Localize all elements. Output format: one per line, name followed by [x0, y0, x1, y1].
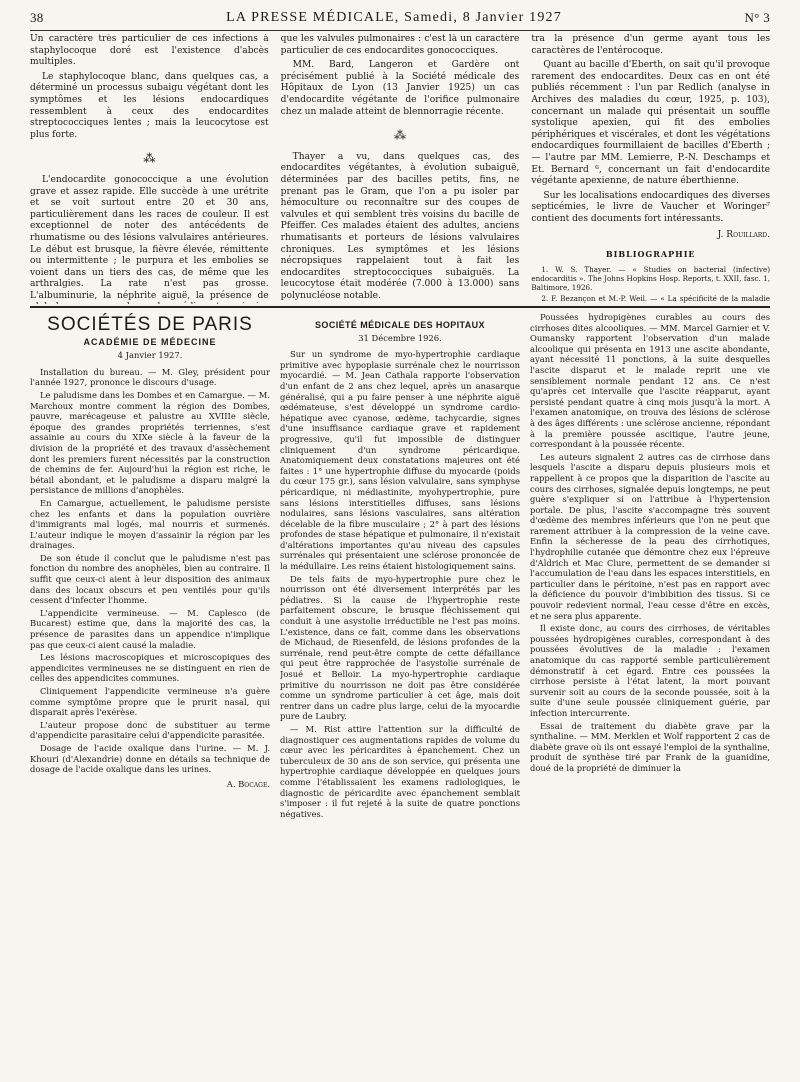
bibliography-title: BIBLIOGRAPHIE	[605, 249, 696, 260]
paragraph: Essai de traitement du diabète grave par la synthaline. — MM. Merklen et Wolf rapportent 2 cas de diabète grave où ils ont essayé l'emploi de la synthaline, produit de synthèse tiré par Frank de la guanidine, doué de la propriété de diminuer la	[530, 720, 770, 773]
top-column-2	[281, 34, 520, 304]
issue-number: N° 3	[744, 10, 770, 25]
paragraph: Installation du bureau. — M. Gley, président pour l'année 1927, prononce le discours d'usage.	[30, 366, 270, 388]
paragraph: Un caractère très particulier de ces infections à staphylocoque doré est l'existence d'abcès multiples.	[30, 34, 269, 68]
paragraph: Thayer a vu, dans quelques cas, des endocardites végétantes, à évolution subaiguë, déterminées par des bacilles petits, fins, ne prenant pas le Gram, que l'on a pu isoler par hémoculture ou reconnaître sur des coupes de valvules et qui semblent très voisins du bacille de Pfeiffer. Ces malades étaient des adultes, anciens rhumatisants et porteurs de lésions valvulaires chroniques. Les symptômes et les lésions nécropsiques rappelaient tout à fait les endocardites streptococciques subaiguës. La leucocytose était modérée (7.000 à 13.000) sans polynucléose notable.	[280, 151, 520, 301]
top-article	[30, 34, 770, 304]
bottom-column-2	[280, 312, 520, 1078]
top-column-1	[30, 34, 269, 304]
society-heading: SOCIÉTÉ MÉDICALE DES HOPITAUX	[315, 320, 485, 330]
paragraph: MM. Bard, Langeron et Gardère ont précisément publié à la Société médicale des Hôpitaux de Lyon (13 Janvier 1925) un cas d'endocardite végétante de l'orifice pulmonaire chez un malade atteint de blennorragie récente.	[280, 60, 520, 117]
bottom-column-3	[530, 312, 770, 1078]
paragraph: Le paludisme dans les Dombes et en Camargue. — M. Marchoux montre comment la région des Dombes, pauvre, marécageuse et palustre au XVIIIe siècle, époque des grandes propriétés terriennes, s'est assainie au cours du XIXe siècle à la faveur de la division de la propriété et des travaux d'assèchement dont les premiers furent nécessités par la construction de chemins de fer. Aujourd'hui la région est riche, le bétail abondant, et le paludisme a disparu malgré la persistance de millions d'anophèles.	[30, 389, 270, 496]
session-date: 4 Janvier 1927.	[117, 350, 183, 361]
paragraph: L'endocardite gonococcique a une évolution grave et assez rapide. Elle succède à une urétrite et se voit surtout entre 20 et 30 ans, particulièrement dans les races de couleur. Il est exceptionnel de noter des antécédents de rhumatisme ou des lésions valvulaires antérieures. Le début est brusque, la fièvre élevée, rémittente ou intermittente ; le purpura et les embolies se voient dans un tiers des cas, de même que les arthralgies. La rate n'est pas grosse. L'albuminurie, la néphrite aiguë, la présence de	[30, 174, 269, 301]
author-signature: A. Bocage.	[226, 778, 270, 789]
paragraph: L'appendicite vermineuse. — M. Caplesco (de Bucarest) estime que, dans la majorité des cas, la présence de parasites dans un appendice n'implique pas que ceux-ci aient causé la maladie.	[30, 607, 270, 650]
paragraph: Le staphylocoque blanc, dans quelques cas, a déterminé un processus subaigu végétant dont les symptômes et les lésions endocardiques ressemblent à ceux des endocardites streptococciques lentes ; mais la leucocytose est plus forte.	[30, 71, 269, 140]
societes-section	[30, 312, 770, 1078]
section-divider	[30, 306, 770, 308]
bib-entry: 2. F. Bezançon et M.-P. Weil. — « La spécificité de la maladie	[541, 293, 771, 303]
paragraph: Les lésions macroscopiques et microscopiques des appendicites vermineuses ne se distinguent en rien de celles des appendicites communes.	[30, 652, 270, 684]
paragraph: En Camargue, actuellement, le paludisme persiste chez les enfants et dans la population ouvrière d'immigrants mal logés, mal nourris et surmenés. L'auteur indique le moyen d'assainir la région par les drainages.	[30, 497, 270, 551]
paragraph: Sur les localisations endocardiques des diverses septicémies, le livre de Vaucher et Woringer⁷ contient des documents fort intéressants.	[531, 190, 771, 224]
author-signature: J. Rouillard.	[717, 229, 771, 240]
paragraph: Dosage de l'acide oxalique dans l'urine. — M. J. Khouri (d'Alexandrie) donne en détails sa technique de dosage de l'acide oxalique dans les urines.	[30, 742, 270, 775]
paragraph: Les auteurs signalent 2 autres cas de cirrhose dans lesquels l'ascite a disparu depuis plusieurs mois et rappellent à ce propos que la disparition de l'ascite au cours des cirrhoses, signalée depuis longtemps, ne peut guère s'expliquer si on l'attribue à l'hypertension portale. De plus, l'ascite s'accompagne très souvent d'œdème des membres inférieurs que l'on ne peut que rarement attribuer à la compression de la veine cave. Enfin la sécheresse de la peau des cirrhotiques, l'hydrophilie cutanée que démontre chez eux l'épreuve d'Aldrich et Mac Clure, permettent de se demander si l'accumulation de l'eau dans les espaces interstitiels, en particulier dans le péritoine, n'est pas en rapport avec la déficience du pouvoir d'imbibition des tissus. Si ce pouvoir redevient normal, l'eau cesse d'être en excès, et ne sera plus apparente.	[530, 451, 770, 621]
paragraph: tra la présence d'un germe ayant tous les caractères de l'entérocoque.	[531, 34, 771, 56]
asterism: ⁂	[394, 128, 406, 143]
bib-entry: 1. W. S. Thayer. — « Studies on bacterial (infective) endocarditis ». The Johns Hopkins Hosp. Reports, t. XXII, fasc. 1, Baltimore, 1926.	[531, 264, 771, 292]
top-column-3	[531, 34, 770, 304]
paragraph: Quant au bacille d'Eberth, on sait qu'il provoque rarement des endocardites. Deux cas en ont été publiés récemment : l'un par Redlich (analyse in Archives des maladies du cœur, 1925, p. 103), concernant un malade qui présentait un souffle systolique apexien, qui fit des embolies périphériques et viscérales, et dont les végétations endocardiques fourmillaient de bacilles d'Eberth ; — l'autre par MM. Lemierre, P.-N. Deschamps et Et. Bernard ⁶, concernant un fait d'endocardite végétante apexienne, de nature éberthienne.	[531, 60, 771, 187]
paragraph: Cliniquement l'appendicite vermineuse n'a guère comme symptôme propre que le prurit nasal, qui disparait après l'exérèse.	[30, 686, 270, 718]
bottom-column-1	[30, 312, 270, 1078]
paragraph: L'auteur propose donc de substituer au terme d'appendicite parasitaire celui d'appendicite parasitée.	[30, 719, 270, 741]
paragraph: Il existe donc, au cours des cirrhoses, de véritables poussées hydropigènes curables, correspondant à des poussées évolutives de la maladie : l'examen anatomique du cas rapporté semble particulièrement démonstratif à cet égard. Entre ces poussées la cirrhose persiste à l'état latent, la mort pouvant survenir soit au cours de la seconde poussée, soit à la suite d'une seule poussée cliniquement guérie, par infection intercurrente.	[530, 623, 770, 718]
academy-heading: ACADÉMIE DE MÉDECINE	[83, 336, 217, 347]
asterism: ⁂	[143, 151, 156, 166]
paragraph: que les valvules pulmonaires : c'est là un caractère particulier de ces endocardites gonococciques.	[280, 34, 520, 56]
paragraph: Sur un syndrome de myo-hypertrophie cardiaque primitive avec hypoplasie surrénale chez le nourrisson myocardié. — M. Jean Cathala rapporte l'observation d'un enfant de 2 ans chez lequel, après un anasarque généralisé, qui a pu faire penser à une néphrite aiguë œdémateuse, s'est développé un syndrome cardio-hépatique avec cyanose, œdème, tachycardie, signes d'une insuffisance cardiaque grave et rapidement progressive, qu'il fut impossible de distinguer cliniquement d'un syndrome péricardique. Anatomiquement deux constatations majeures ont été faites : 1° une hypertrophie diffuse du myocarde (poids du cœur 175 gr.), sans lésion valvulaire, sans symphyse péricardique, ni médiastinite, myohypertrophie, pure sans lésions interstitielles diffuses, sans lésions nodulaires, sans lésions vasculaires, sans altération décelable de la fibre musculaire ; 2° à part des lésions profondes de stase hépatique et pulmonaire, il n'existait d'altérations importantes qu'au niveau des capsules surrénales qui présentaient une sclérose prononcée de la médullaire. Les reins étaient histologiquement sains.	[280, 349, 520, 572]
paragraph: De tels faits de myo-hypertrophie pure chez le nourrisson ont été diversement interprétés par les pédiatres. Si la cause de l'hypertrophie reste parfaitement obscure, le brusque fléchissement qui conduit à une asystolie irréductible ne l'est pas moins. L'existence, dans ce fait, comme dans les observations de Michaud, de Riesenfeld, de lésions profondes de la surrénale, rend peut-être compte de cette défaillance qui peut être rapprochée de l'asystolie surrénale de Josué et Belloir. La myo-hypertrophie cardiaque primitive du nourrisson ne doit pas être considérée comme un syndrome particulier à cet âge, mais doit rentrer dans un cadre plus large, celui de la myocardie pure de Laubry.	[280, 573, 520, 722]
bibliography	[531, 265, 770, 304]
paragraph: De son étude il conclut que le paludisme n'est pas fonction du nombre des anophèles, bien au contraire. Il suffit que ceux-ci aient à leur disposition des animaux dans des locaux obscurs et peu ventilés pour qu'ils cessent d'infecter l'homme.	[30, 552, 270, 606]
section-title: SOCIÉTÉS DE PARIS	[47, 314, 253, 335]
paragraph: — M. Rist attire l'attention sur la difficulté de diagnostiquer ces augmentations rapides de volume du cœur avec les péricardites à épanchement. Chez un tuberculeux de 30 ans de son service, qui présenta une hypertrophie cardiaque développée en quelques jours comme l'établissaient les examens radiologiques, le diagnostic de péricardite avec épanchement semblait s'imposer : il fut rejeté à la suite de quatre ponctions négatives.	[280, 723, 520, 819]
session-date: 31 Décembre 1926.	[358, 332, 442, 343]
masthead-title: LA PRESSE MÉDICALE, Samedi, 8 Janvier 1927	[226, 10, 562, 25]
page-number: 38	[30, 10, 44, 25]
page-header	[30, 6, 770, 31]
paragraph: Poussées hydropigènes curables au cours des cirrhoses dites alcooliques. — MM. Marcel Garnier et V. Oumansky rapportent l'observation d'un malade alcoolique qui présenta en 1913 une ascite abondante, ayant nécessité 11 ponctions, à la suite desquelles l'ascite disparut et le malade reprit une vie sensiblement normale pendant 12 ans. Ce n'est qu'après cet intervalle que l'ascite réapparut, ayant persisté pendant quatre à cinq mois jusqu'à la mort. A l'examen anatomique, on trouva des lésions de sclérose à des âges différents : une sclérose ancienne, répondant à la première poussée ascitique, l'autre jeune, correspondant à la poussée récente.	[530, 312, 770, 450]
